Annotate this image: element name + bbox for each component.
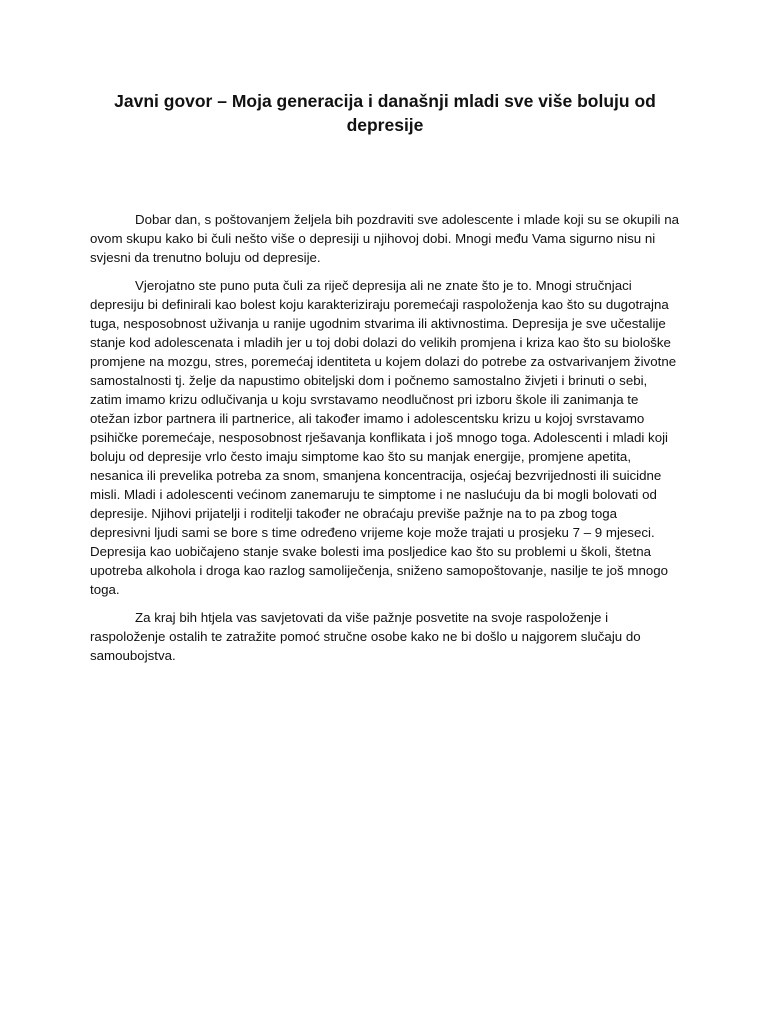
paragraph-intro: Dobar dan, s poštovanjem željela bih pozdraviti sve adolescente i mlade koji su se okupili na ovom skupu kako bi čuli nešto više o depresiji u njihovoj dobi. Mnogi među Vama sigurno nisu ni svjesni da trenutno boluju od depresije. [90, 212, 679, 265]
paragraph-conclusion: Za kraj bih htjela vas savjetovati da više pažnje posvetite na svoje raspoloženje i raspoloženje ostalih te zatražite pomoć stručne osobe kako ne bi došlo u najgorem slučaju do samoubojstva. [90, 610, 641, 663]
document-title: Javni govor – Moja generacija i današnji mladi sve više boluju od depresije [114, 91, 656, 135]
document-body [90, 210, 680, 674]
paragraph-main: Vjerojatno ste puno puta čuli za riječ depresija ali ne znate što je to. Mnogi stručnjaci depresiju bi definirali kao bolest koju karakteriziraju poremećaji raspoloženja kao što su dugotrajna tuga, nesposobnost uživanja u ranije ugodnim stvarima ili aktivnostima. Depresija je sve učestalije stanje kod adolescenata i mladih jer u toj dobi dolazi do velikih promjena i kriza kao što su biološke promjene na mozgu, stres, poremećaj identiteta u kojem dolazi do potrebe za ostvarivanjem životne samostalnosti tj. želje da napustimo obiteljski dom i počnemo samostalno živjeti i brinuti o sebi, zatim imamo krizu odlučivanja u koju svrstavamo neodlučnost pri izboru škole ili zanimanja te otežan izbor partnera ili partnerice, ali također imamo i adolescentsku krizu u kojoj svrstavamo psihičke poremećaje, nesposobnost rješavanja konflikata i još mnogo toga. Adolescenti i mladi koji boluju od depresije vrlo često imaju simptome kao što su manjak energije, promjene apetita, nesanica ili prevelika potreba za snom, smanjena koncentracija, osjećaj bezvrijednosti ili suicidne misli. Mladi i adolescenti većinom zanemaruju te simptome i ne naslućuju da bi mogli bolovati od depresije. Njihovi prijatelji i roditelji također ne obraćaju previše pažnje na to pa zbog toga depresivni ljudi sami se bore s time određeno vrijeme koje može trajati u prosjeku 7 – 9 mjeseci. Depresija kao uobičajeno stanje svake bolesti ima posljedice kao što su problemi u školi, štetna upotreba alkohola i droga kao razlog samoliječenja, sniženo samopoštovanje, nasilje te još mnogo toga. [90, 278, 677, 597]
